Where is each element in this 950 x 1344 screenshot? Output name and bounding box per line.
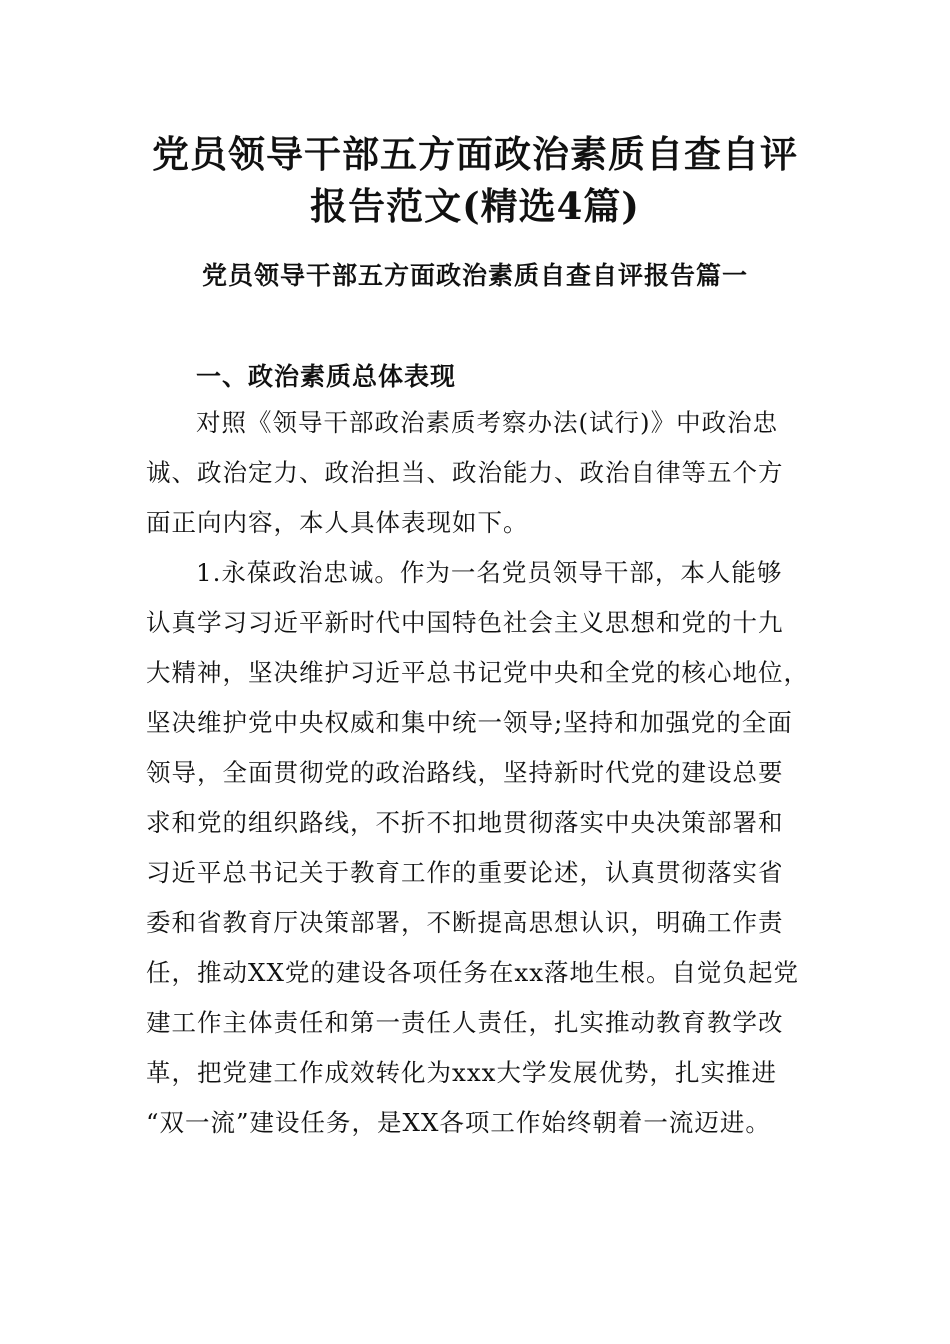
paragraph-line: 委和省教育厅决策部署，不断提高思想认识，明确工作责 (146, 908, 784, 937)
document-title-line-2: 报告范文(精选4篇) (310, 184, 640, 228)
paragraph-line: “双一流”建设任务，是XX各项工作始终朝着一流迈进。 (146, 1108, 771, 1137)
paragraph-line: 对照《领导干部政治素质考察办法(试行)》中政治忠 (196, 408, 779, 437)
document-title-line-1: 党员领导干部五方面政治素质自查自评 (152, 132, 798, 176)
paragraph-line: 习近平总书记关于教育工作的重要论述，认真贯彻落实省 (146, 858, 784, 887)
paragraph-line: 任，推动XX党的建设各项任务在xx落地生根。自觉负起党 (146, 958, 800, 987)
paragraph-line: 革，把党建工作成效转化为xxx大学发展优势，扎实推进 (146, 1058, 777, 1087)
paragraph-intro (146, 398, 806, 548)
paragraph-line: 1.永葆政治忠诚。作为一名党员领导干部，本人能够 (196, 558, 783, 587)
paragraph-line: 认真学习习近平新时代中国特色社会主义思想和党的十九 (146, 608, 784, 637)
paragraph-political-loyalty (146, 548, 809, 1148)
paragraph-line: 大精神，坚决维护习近平总书记党中央和全党的核心地位， (146, 658, 809, 687)
paragraph-line: 建工作主体责任和第一责任人责任，扎实推动教育教学改 (146, 1008, 784, 1037)
document-title (140, 128, 810, 232)
paragraph-line: 面正向内容，本人具体表现如下。 (146, 508, 529, 537)
paragraph-line: 诚、政治定力、政治担当、政治能力、政治自律等五个方 (146, 458, 784, 487)
section-heading: 一、政治素质总体表现 (196, 362, 457, 391)
paragraph-line: 坚决维护党中央权威和集中统一领导;坚持和加强党的全面 (146, 708, 793, 737)
paragraph-line: 求和党的组织路线，不折不扣地贯彻落实中央决策部署和 (146, 808, 784, 837)
paragraph-line: 领导，全面贯彻党的政治路线，坚持新时代党的建设总要 (146, 758, 784, 787)
article-subtitle: 党员领导干部五方面政治素质自查自评报告篇一 (201, 261, 748, 290)
